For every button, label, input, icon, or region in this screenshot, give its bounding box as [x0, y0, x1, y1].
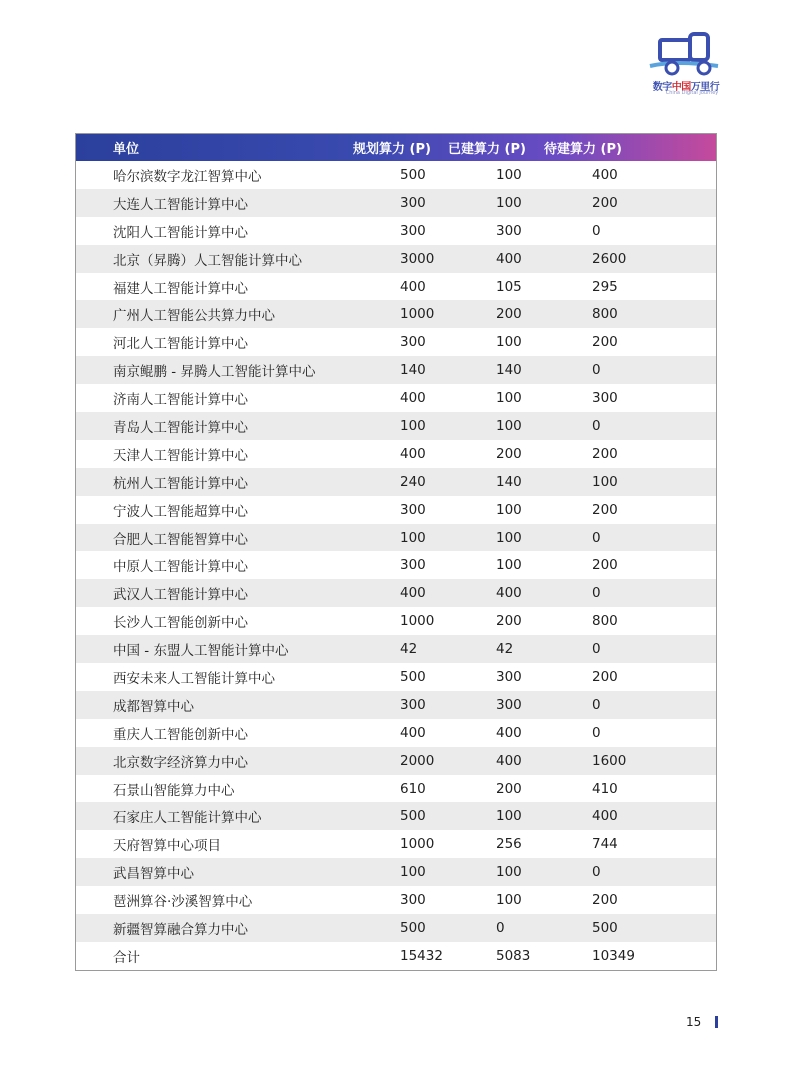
cell-planned: 100	[400, 417, 426, 434]
cell-built: 100	[496, 892, 522, 909]
cell-pending: 500	[592, 919, 618, 936]
cell-planned: 400	[400, 585, 426, 602]
cell-planned: 400	[400, 724, 426, 741]
table-row	[76, 245, 716, 273]
cell-built: 100	[496, 194, 522, 211]
table-row	[76, 607, 716, 635]
cell-pending: 200	[592, 892, 618, 909]
table-row	[76, 691, 716, 719]
cell-unit: 天津人工智能计算中心	[113, 447, 248, 464]
page-accent-bar	[715, 1016, 718, 1028]
cell-built: 100	[496, 334, 522, 351]
cell-planned: 240	[400, 473, 426, 490]
cell-pending: 800	[592, 306, 618, 323]
cell-pending: 0	[592, 222, 601, 239]
compute-table	[75, 133, 717, 971]
cell-unit: 河北人工智能计算中心	[113, 336, 248, 353]
cell-planned: 1000	[400, 306, 435, 323]
cell-built: 300	[496, 668, 522, 685]
cell-planned: 1000	[400, 836, 435, 853]
cell-planned: 500	[400, 919, 426, 936]
cell-unit: 西安未来人工智能计算中心	[113, 670, 275, 687]
cell-unit: 天府智算中心项目	[113, 838, 221, 855]
cell-pending: 2600	[592, 250, 627, 267]
cell-unit: 合计	[113, 949, 140, 966]
cell-unit: 南京鲲鹏 - 昇腾人工智能计算中心	[113, 364, 316, 381]
cell-built: 100	[496, 808, 522, 825]
cell-planned: 3000	[400, 250, 435, 267]
cell-pending: 200	[592, 557, 618, 574]
cell-built: 0	[496, 919, 505, 936]
table-row	[76, 217, 716, 245]
cell-pending: 300	[592, 390, 618, 407]
header-pending: 待建算力 (P)	[544, 142, 622, 157]
cell-unit: 中原人工智能计算中心	[113, 559, 248, 576]
cell-pending: 0	[592, 696, 601, 713]
header-planned: 规划算力 (P)	[353, 142, 431, 157]
logo-subtitle: China Digital Journey	[665, 90, 719, 96]
cell-pending: 400	[592, 808, 618, 825]
logo-text: 数字中国万里行	[652, 82, 720, 93]
cell-planned: 500	[400, 166, 426, 183]
table-row	[76, 273, 716, 301]
cell-pending: 0	[592, 529, 601, 546]
header-unit: 单位	[113, 142, 140, 157]
cell-planned: 400	[400, 278, 426, 295]
cell-built: 200	[496, 613, 522, 630]
cell-built: 140	[496, 473, 522, 490]
cell-pending: 800	[592, 613, 618, 630]
table-row	[76, 802, 716, 830]
cell-built: 200	[496, 780, 522, 797]
table-row	[76, 635, 716, 663]
cell-planned: 500	[400, 808, 426, 825]
cell-pending: 0	[592, 362, 601, 379]
table-row	[76, 914, 716, 942]
cell-planned: 100	[400, 529, 426, 546]
table-row	[76, 300, 716, 328]
cell-built: 400	[496, 250, 522, 267]
table-row	[76, 719, 716, 747]
cell-unit: 琶洲算谷·沙溪智算中心	[113, 894, 253, 911]
cell-built: 105	[496, 278, 522, 295]
table-row	[76, 328, 716, 356]
table-row	[76, 356, 716, 384]
cell-unit: 杭州人工智能计算中心	[113, 475, 248, 492]
cell-built: 100	[496, 557, 522, 574]
cell-pending: 0	[592, 724, 601, 741]
table-row	[76, 412, 716, 440]
cell-pending: 400	[592, 166, 618, 183]
cell-pending: 200	[592, 334, 618, 351]
cell-built: 256	[496, 836, 522, 853]
table-row	[76, 830, 716, 858]
table-row	[76, 858, 716, 886]
table-row	[76, 524, 716, 552]
cell-built: 300	[496, 222, 522, 239]
cell-unit: 福建人工智能计算中心	[113, 280, 248, 297]
cell-planned: 300	[400, 892, 426, 909]
cell-built: 100	[496, 390, 522, 407]
cell-planned: 42	[400, 641, 418, 658]
cell-pending: 0	[592, 864, 601, 881]
cell-pending: 200	[592, 501, 618, 518]
cell-built: 140	[496, 362, 522, 379]
cell-planned: 2000	[400, 752, 435, 769]
table-row	[76, 775, 716, 803]
cell-unit: 重庆人工智能创新中心	[113, 726, 248, 743]
table-header	[76, 134, 716, 161]
cell-planned: 400	[400, 390, 426, 407]
table-row	[76, 440, 716, 468]
cell-built: 42	[496, 641, 514, 658]
cell-planned: 15432	[400, 947, 443, 964]
cell-pending: 100	[592, 473, 618, 490]
table-row	[76, 161, 716, 189]
cell-unit: 青岛人工智能计算中心	[113, 419, 248, 436]
cell-planned: 100	[400, 864, 426, 881]
cell-pending: 200	[592, 668, 618, 685]
cell-planned: 300	[400, 557, 426, 574]
cell-built: 5083	[496, 947, 531, 964]
cell-planned: 140	[400, 362, 426, 379]
cell-built: 300	[496, 696, 522, 713]
cell-unit: 哈尔滨数字龙江智算中心	[113, 168, 262, 185]
cell-planned: 300	[400, 194, 426, 211]
cell-planned: 300	[400, 696, 426, 713]
table-row	[76, 468, 716, 496]
cell-built: 200	[496, 306, 522, 323]
cell-planned: 300	[400, 334, 426, 351]
cell-unit: 新疆智算融合算力中心	[113, 921, 248, 938]
truck-icon	[646, 30, 726, 80]
logo	[646, 30, 726, 96]
cell-unit: 济南人工智能计算中心	[113, 392, 248, 409]
cell-unit: 北京（昇腾）人工智能计算中心	[113, 252, 302, 269]
cell-unit: 合肥人工智能智算中心	[113, 531, 248, 548]
table-row	[76, 189, 716, 217]
table-row	[76, 579, 716, 607]
cell-planned: 300	[400, 222, 426, 239]
cell-built: 400	[496, 724, 522, 741]
cell-built: 100	[496, 501, 522, 518]
cell-planned: 610	[400, 780, 426, 797]
cell-pending: 744	[592, 836, 618, 853]
cell-planned: 300	[400, 501, 426, 518]
cell-pending: 1600	[592, 752, 627, 769]
cell-pending: 200	[592, 194, 618, 211]
cell-unit: 北京数字经济算力中心	[113, 754, 248, 771]
cell-pending: 0	[592, 641, 601, 658]
table-row	[76, 942, 716, 970]
cell-unit: 成都智算中心	[113, 698, 194, 715]
cell-unit: 大连人工智能计算中心	[113, 196, 248, 213]
table-row	[76, 886, 716, 914]
cell-unit: 宁波人工智能超算中心	[113, 503, 248, 520]
cell-unit: 武汉人工智能计算中心	[113, 587, 248, 604]
cell-pending: 295	[592, 278, 618, 295]
cell-unit: 石家庄人工智能计算中心	[113, 810, 262, 827]
table-row	[76, 551, 716, 579]
cell-unit: 广州人工智能公共算力中心	[113, 308, 275, 325]
cell-pending: 0	[592, 417, 601, 434]
cell-unit: 武昌智算中心	[113, 866, 194, 883]
cell-unit: 长沙人工智能创新中心	[113, 615, 248, 632]
cell-unit: 沈阳人工智能计算中心	[113, 224, 248, 241]
page-number: 15	[686, 1015, 702, 1029]
cell-built: 200	[496, 445, 522, 462]
cell-pending: 410	[592, 780, 618, 797]
table-row	[76, 663, 716, 691]
cell-built: 100	[496, 529, 522, 546]
cell-built: 100	[496, 166, 522, 183]
cell-built: 100	[496, 864, 522, 881]
cell-pending: 0	[592, 585, 601, 602]
table-row	[76, 747, 716, 775]
cell-planned: 1000	[400, 613, 435, 630]
cell-built: 400	[496, 752, 522, 769]
cell-built: 400	[496, 585, 522, 602]
cell-planned: 500	[400, 668, 426, 685]
header-built: 已建算力 (P)	[448, 142, 526, 157]
cell-unit: 石景山智能算力中心	[113, 782, 235, 799]
table-row	[76, 384, 716, 412]
cell-unit: 中国 - 东盟人工智能计算中心	[113, 643, 289, 660]
table-row	[76, 496, 716, 524]
table-body	[76, 161, 716, 970]
cell-built: 100	[496, 417, 522, 434]
cell-pending: 200	[592, 445, 618, 462]
cell-pending: 10349	[592, 947, 635, 964]
cell-planned: 400	[400, 445, 426, 462]
